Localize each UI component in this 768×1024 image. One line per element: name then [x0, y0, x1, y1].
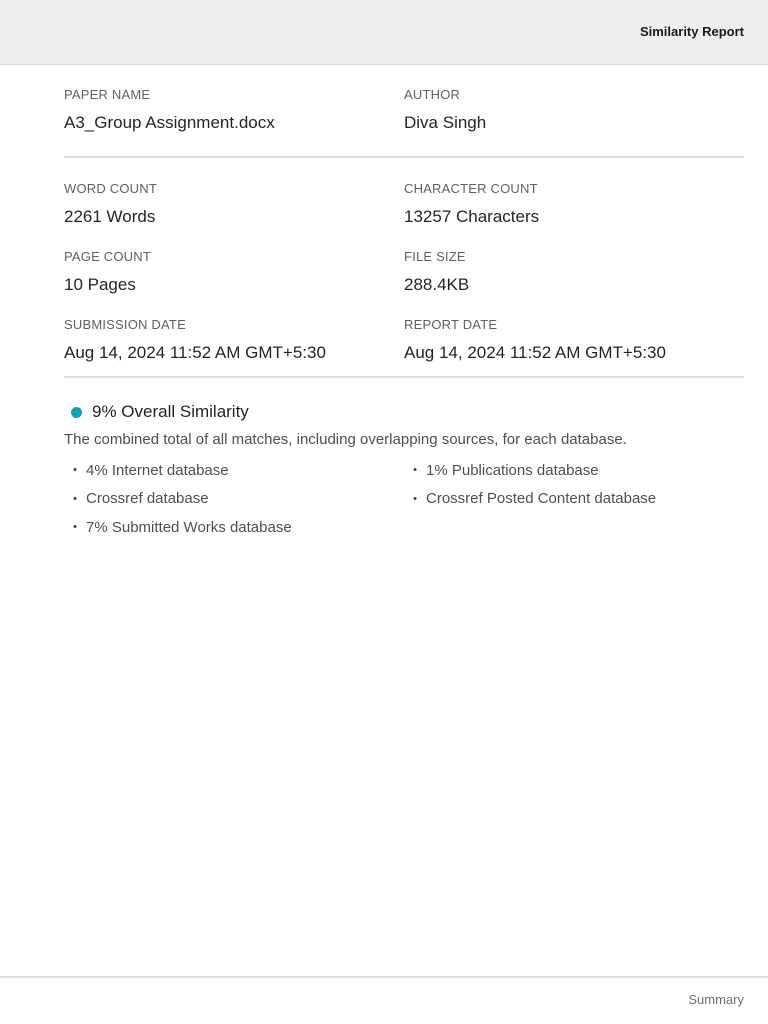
file-size-label: FILE SIZE — [404, 249, 466, 264]
character-count-cell — [404, 180, 744, 248]
bullet-icon: • — [73, 464, 77, 477]
details-row-paper — [64, 86, 744, 156]
similarity-description: The combined total of all matches, including overlapping sources, for each database. — [64, 431, 627, 448]
submission-date-cell — [64, 316, 404, 376]
author-value: Diva Singh — [404, 113, 487, 132]
bullet-icon: • — [73, 492, 77, 505]
bullet-icon: • — [73, 521, 77, 534]
page-count-cell — [64, 248, 404, 316]
database-item — [404, 485, 744, 514]
report-content — [64, 86, 744, 542]
bullet-icon: • — [413, 492, 417, 505]
paper-name-cell — [64, 86, 404, 156]
database-list — [64, 456, 744, 542]
footer-section-label: Summary — [688, 992, 744, 1007]
database-item-label: 7% Submitted Works database — [86, 518, 292, 536]
section-divider — [64, 156, 744, 158]
details-row-dates — [64, 316, 744, 376]
section-divider — [64, 376, 744, 378]
report-title: Similarity Report — [639, 24, 744, 39]
submission-date-value: Aug 14, 2024 11:52 AM GMT+5:30 — [64, 343, 326, 362]
bullet-icon: • — [413, 464, 417, 477]
report-date-cell — [404, 316, 744, 376]
details-row-size — [64, 248, 744, 316]
database-item — [64, 456, 404, 485]
author-label: AUTHOR — [404, 87, 461, 102]
database-item — [404, 456, 744, 485]
file-size-cell — [404, 248, 744, 316]
database-item-label: Crossref Posted Content database — [426, 490, 657, 508]
page-count-label: PAGE COUNT — [64, 249, 151, 264]
page-count-value: 10 Pages — [64, 275, 136, 294]
database-column-left — [64, 456, 404, 542]
report-date-value: Aug 14, 2024 11:52 AM GMT+5:30 — [404, 343, 666, 362]
submission-date-label: SUBMISSION DATE — [64, 317, 186, 332]
report-date-label: REPORT DATE — [404, 317, 498, 332]
word-count-cell — [64, 180, 404, 248]
details-row-counts — [64, 180, 744, 248]
report-header — [0, 0, 768, 65]
report-footer — [0, 976, 768, 1024]
author-cell — [404, 86, 744, 156]
database-column-right — [404, 456, 744, 542]
word-count-value: 2261 Words — [64, 207, 156, 226]
database-item — [64, 513, 404, 542]
similarity-heading — [64, 400, 744, 424]
similarity-title: 9% Overall Similarity — [92, 402, 249, 421]
database-item — [64, 485, 404, 514]
database-item-label: 1% Publications database — [426, 461, 599, 479]
paper-name-value: A3_Group Assignment.docx — [64, 113, 275, 132]
word-count-label: WORD COUNT — [64, 181, 157, 196]
paper-name-label: PAPER NAME — [64, 87, 151, 102]
database-item-label: 4% Internet database — [86, 461, 229, 479]
character-count-label: CHARACTER COUNT — [404, 181, 538, 196]
database-item-label: Crossref database — [86, 490, 209, 508]
file-size-value: 288.4KB — [404, 275, 470, 294]
character-count-value: 13257 Characters — [404, 207, 540, 226]
similarity-indicator-dot — [71, 407, 82, 418]
